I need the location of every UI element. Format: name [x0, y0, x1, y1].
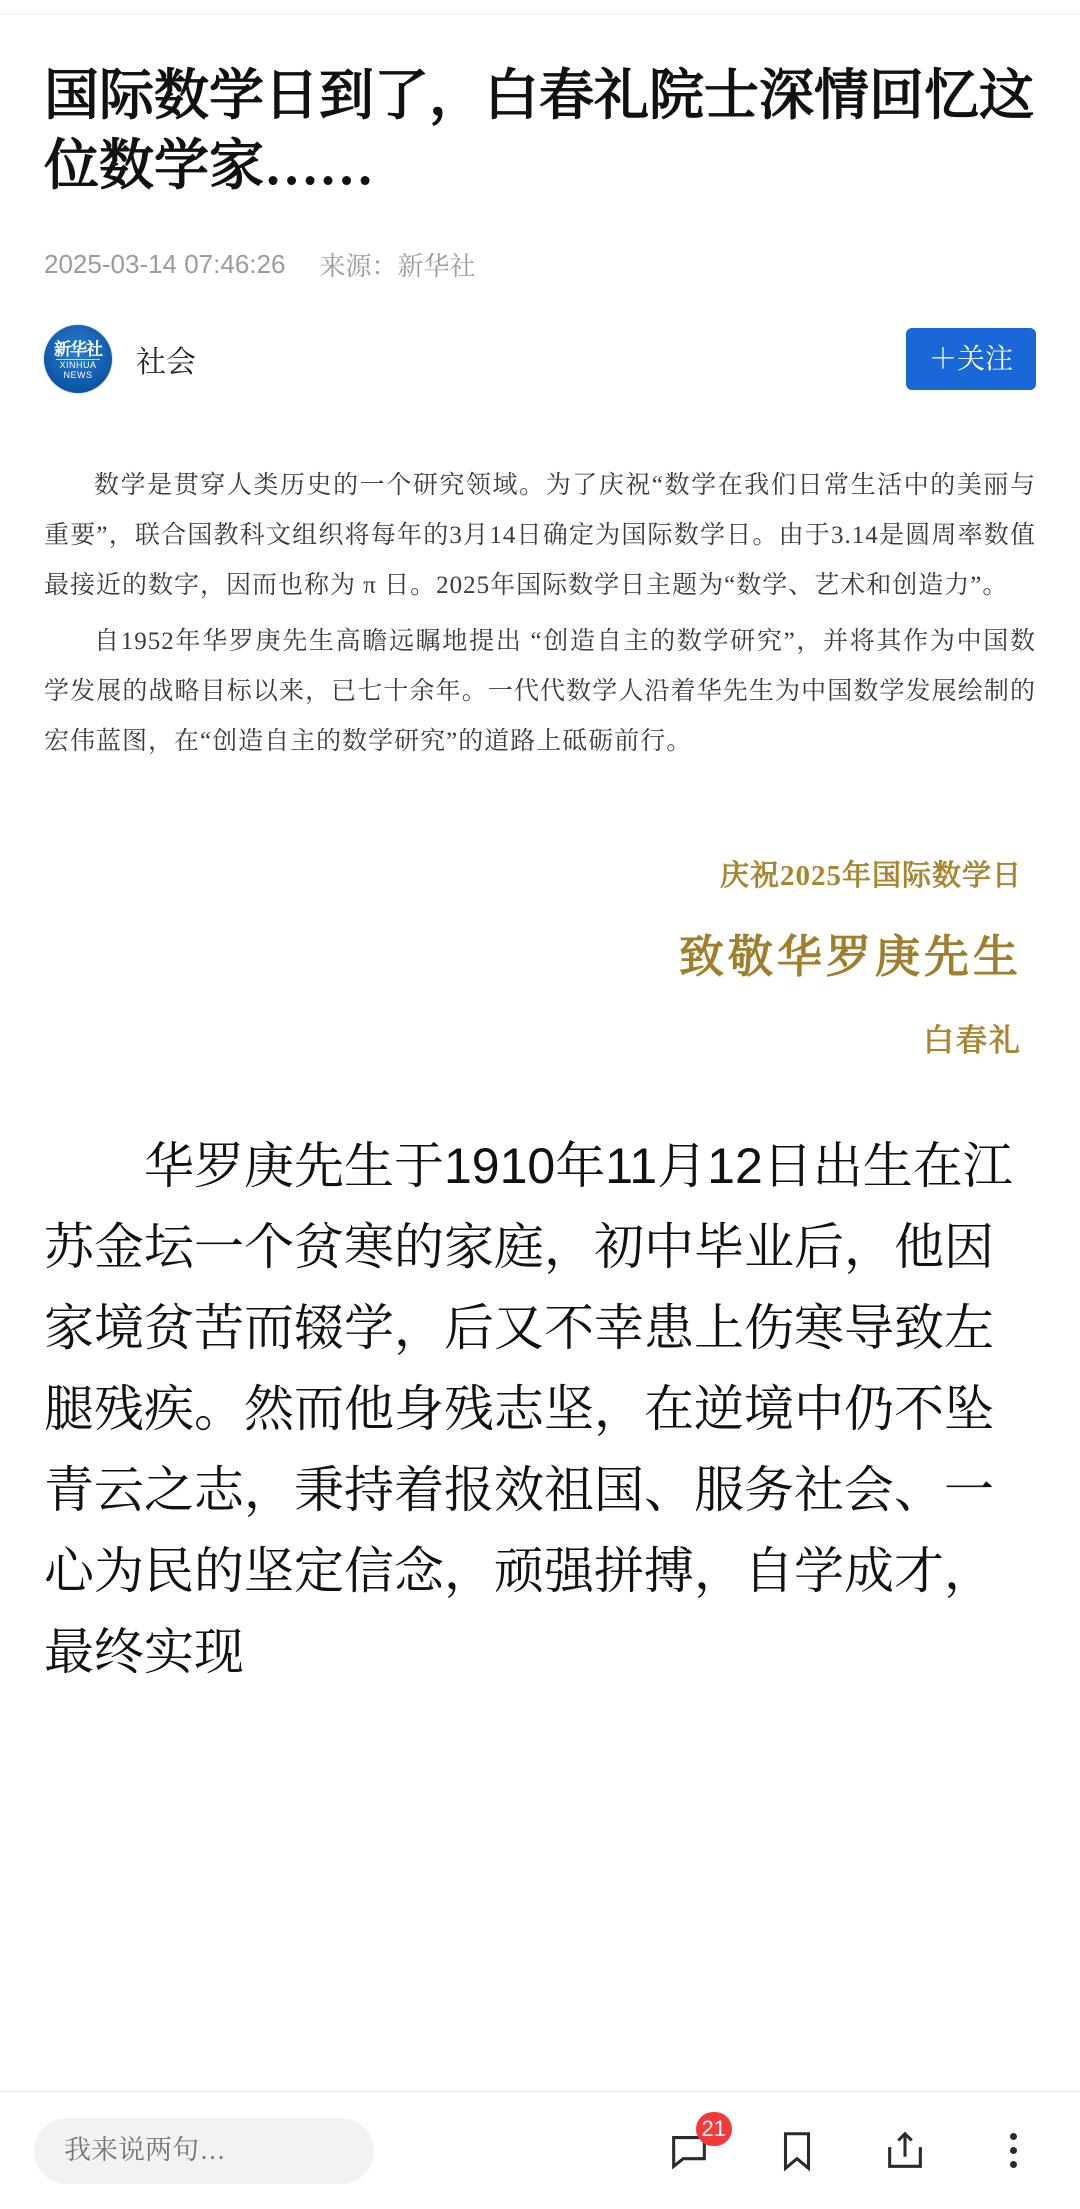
- avatar-top-text: 新华社: [54, 339, 102, 359]
- calligraphy-line-1: 庆祝2025年国际数学日: [719, 859, 1022, 892]
- avatar[interactable]: [44, 325, 112, 393]
- calligraphy-block: [44, 853, 1036, 1060]
- bookmark-icon[interactable]: [774, 2128, 820, 2174]
- article-meta: [44, 246, 1036, 283]
- bar-actions: [666, 2115, 1046, 2174]
- article-source: 来源：新华社: [319, 250, 476, 281]
- calligraphy-signature: 白春礼: [923, 1022, 1022, 1058]
- bottom-action-bar: [0, 2091, 1080, 2209]
- paragraph: 自1952年华罗庚先生高瞻远瞩地提出 “创造自主的数学研究”，并将其作为中国数学发展的战略目标以来，已七十余年。一代代数学人沿着华先生为中国数学发展绘制的宏伟蓝图，在“创造自主的数学研究”的道路上砥砺前行。: [44, 627, 1036, 755]
- more-dot: [1010, 2147, 1017, 2154]
- publish-timestamp: 2025-03-14 07:46:26: [44, 248, 286, 279]
- paragraph: 数学是贯穿人类历史的一个研究领域。为了庆祝“数学在我们日常生活中的美丽与重要”，联合国教科文组织将每年的3月14日确定为国际数学日。由于3.14是圆周率数值最接近的数字，因而也称为 π 日。2025年国际数学日主题为“数学、艺术和创造力”。: [44, 471, 1036, 599]
- comment-input[interactable]: [34, 2118, 374, 2184]
- page-title: 国际数学日到了，白春礼院士深情回忆这位数学家……: [44, 65, 1035, 197]
- main-paragraph: 华罗庚先生于1910年11月12日出生在江苏金坛一个贫寒的家庭，初中毕业后，他因家境贫苦而辍学，后又不幸患上伤寒导致左腿残疾。然而他身残志坚，在逆境中仍不坠青云之志，秉持着报效祖国、服务社会、一心为民的坚定信念，顽强拼搏，自学成才，最终实现: [44, 1137, 1013, 1680]
- article-body: [44, 461, 1036, 767]
- account-row: [44, 323, 1036, 395]
- account-name[interactable]: 社会: [136, 345, 196, 379]
- more-dot: [1010, 2133, 1017, 2140]
- comment-icon[interactable]: [666, 2115, 726, 2174]
- comment-count-badge: 21: [696, 2112, 732, 2146]
- more-dot: [1010, 2161, 1017, 2168]
- follow-button[interactable]: ＋关注: [906, 328, 1036, 390]
- calligraphy-line-2: 致敬华罗庚先生: [678, 931, 1022, 982]
- article-content: [0, 15, 1080, 2091]
- avatar-bottom-text: XINHUA NEWS: [59, 359, 97, 380]
- status-bar: [0, 0, 1080, 15]
- more-icon[interactable]: [990, 2128, 1036, 2174]
- share-icon[interactable]: [882, 2128, 928, 2174]
